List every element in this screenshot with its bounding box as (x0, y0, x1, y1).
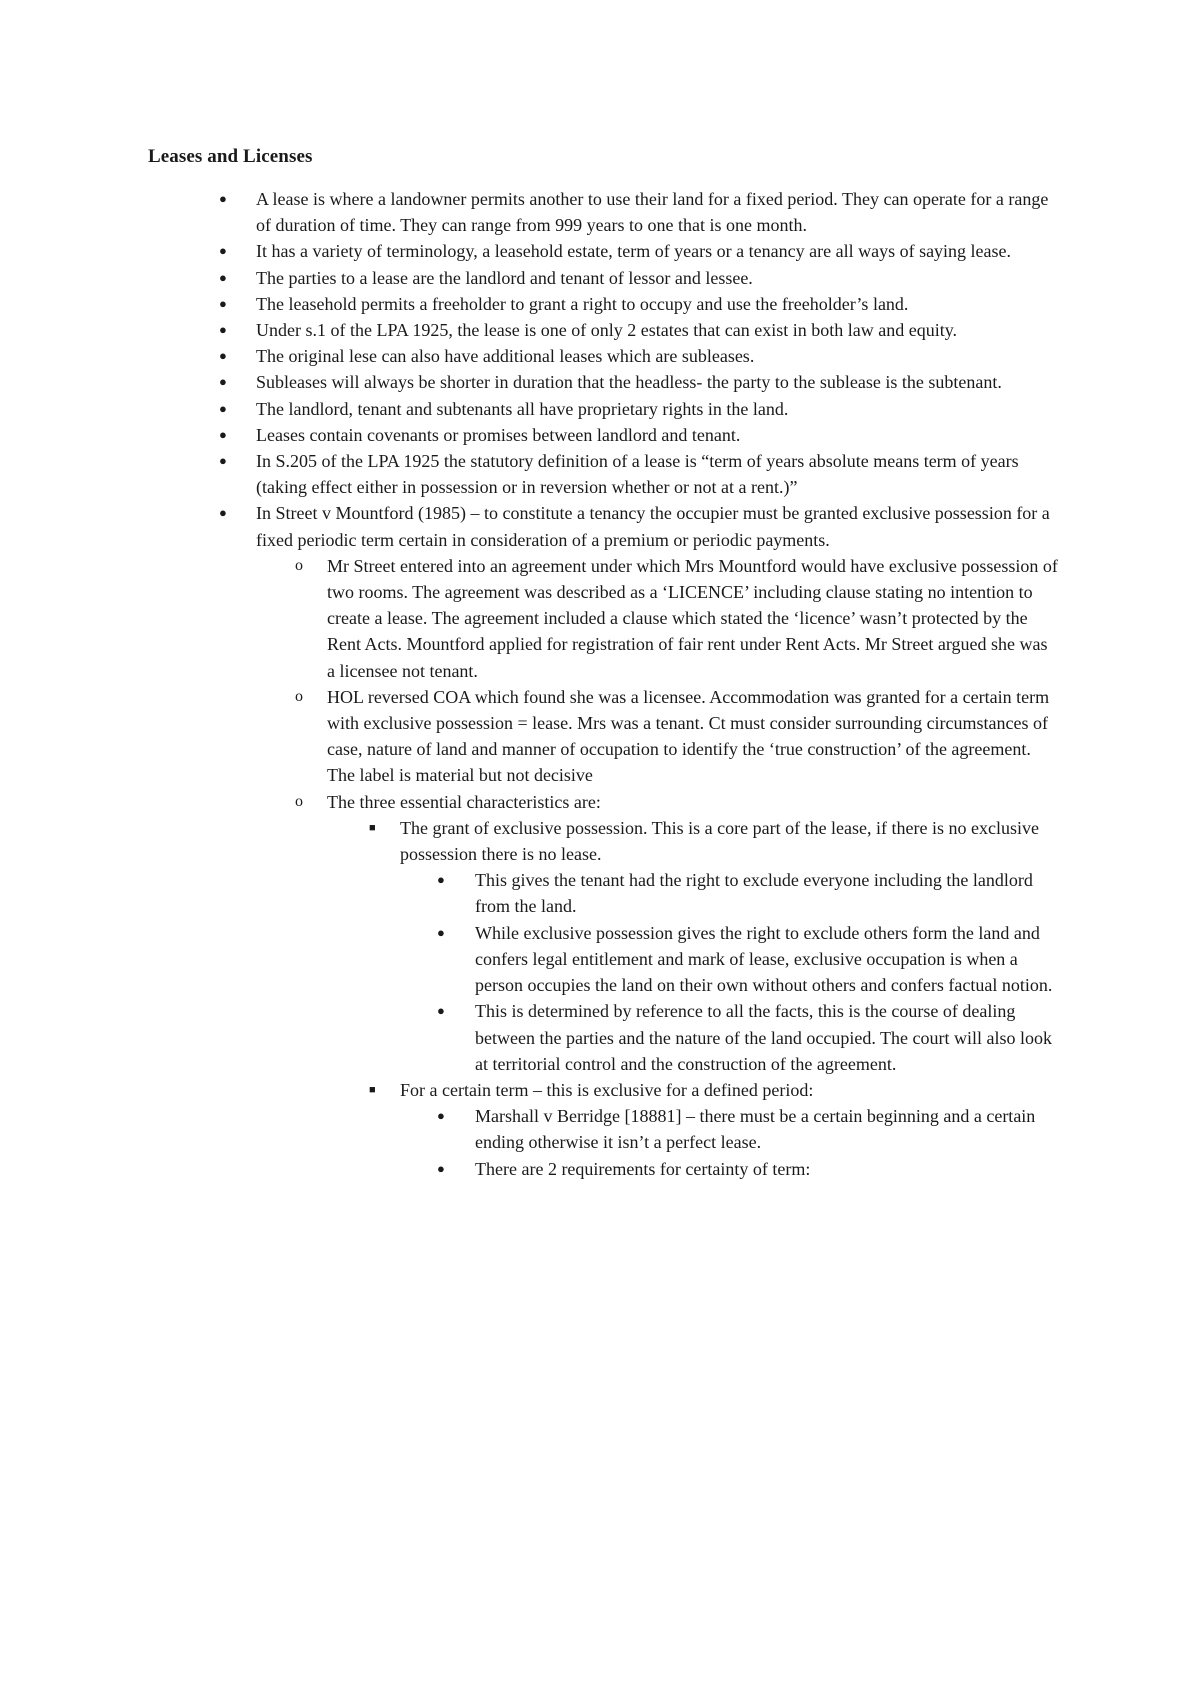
bullet-marker: ● (219, 243, 227, 259)
list-item-text: In Street v Mountford (1985) – to constitute a tenancy the occupier must be granted exclusive possession for a fixed periodic term certain in consideration of a premium or periodic payments. (256, 503, 1050, 550)
exclusive-possession-list (0, 867, 1060, 1077)
bullet-marker: ● (219, 505, 227, 521)
list-item-text: Under s.1 of the LPA 1925, the lease is one of only 2 estates that can exist in both law and equity. (256, 320, 958, 341)
list-item-text: Subleases will always be shorter in duration that the headless- the party to the sublease is the subtenant. (256, 372, 1002, 393)
bullet-marker: ● (437, 1160, 445, 1176)
detail-text: While exclusive possession gives the right to exclude others form the land and confers legal entitlement and mark of lease, exclusive occupation is when a person occupies the land on their own without others and confers factual notion. (475, 922, 1053, 996)
list-item-text: A lease is where a landowner permits another to use their land for a fixed period. They can operate for a range of duration of time. They can range from 999 years to one that is one month. (256, 189, 1049, 236)
bullet-marker: ■ (369, 1083, 376, 1096)
characteristic-text: The grant of exclusive possession. This is a core part of the lease, if there is no exclusive possession there is no lease. (400, 817, 1039, 865)
street-v-mountford-sublist (0, 553, 1064, 1182)
list-item (0, 396, 1064, 422)
characteristic-item-certain-term (0, 1077, 1060, 1182)
list-item-text: The landlord, tenant and subtenants all have proprietary rights in the land. (256, 398, 789, 419)
list-item-text: The leasehold permits a freeholder to grant a right to occupy and use the freeholder’s land. (256, 293, 909, 314)
list-item-text: Leases contain covenants or promises between landlord and tenant. (256, 424, 741, 445)
detail-item (0, 1156, 1060, 1182)
certain-term-list (0, 1103, 1060, 1182)
bullet-marker: ● (437, 924, 445, 940)
list-item (0, 238, 1064, 264)
list-item (0, 317, 1064, 343)
list-item (0, 186, 1064, 238)
sublist-item-text: Mr Street entered into an agreement under which Mrs Mountford would have exclusive possession of two rooms. The agreement was described as a ‘LICENCE’ including clause stating no intention to create a lease. The agreement included a clause which stated the ‘licence’ wasn’t protected by the Rent Acts. Mountford applied for registration of fair rent under Rent Acts. Mr Street argued she was a licensee not tenant. (327, 555, 1058, 681)
list-item (0, 291, 1064, 317)
bullet-marker: ■ (369, 821, 376, 834)
bullet-marker: o (295, 792, 303, 810)
bullet-marker: ● (219, 374, 227, 390)
detail-item (0, 1103, 1060, 1155)
bullet-marker: ● (437, 1003, 445, 1019)
page-title: Leases and Licenses (148, 146, 313, 167)
list-item-text: The original lese can also have additional leases which are subleases. (256, 346, 755, 367)
detail-text: Marshall v Berridge [18881] – there must be a certain beginning and a certain ending otherwise it isn’t a perfect lease. (475, 1106, 1036, 1153)
bullet-marker: o (295, 687, 303, 705)
list-item (0, 448, 1064, 500)
sublist-item-text: The three essential characteristics are: (327, 791, 601, 812)
sublist-item-text: HOL reversed COA which found she was a licensee. Accommodation was granted for a certain term with exclusive possession = lease. Mrs was a tenant. Ct must consider surrounding circumstances of case, nature of land and manner of occupation to identify the ‘true construction’ of the agreement. The label is material but not decisive (327, 686, 1050, 786)
bullet-marker: ● (219, 348, 227, 364)
sublist-item (0, 684, 1059, 789)
bullet-marker: ● (219, 191, 227, 206)
bullet-marker: ● (219, 295, 227, 311)
characteristics-list (0, 815, 1059, 1182)
detail-text: There are 2 requirements for certainty of term: (475, 1158, 811, 1179)
bullet-marker: ● (219, 453, 227, 469)
sublist-item-characteristics (0, 789, 1059, 1182)
characteristic-text: For a certain term – this is exclusive for a defined period: (400, 1079, 814, 1100)
detail-text: This gives the tenant had the right to exclude everyone including the landlord from the land. (475, 870, 1033, 917)
detail-text: This is determined by reference to all the facts, this is the course of dealing between the parties and the nature of the land occupied. The court will also look at territorial control and the construction of the agreement. (475, 1001, 1052, 1074)
detail-item (0, 920, 1060, 999)
bullet-marker: ● (437, 1108, 445, 1124)
list-item (0, 422, 1064, 448)
bullet-marker: ● (219, 322, 227, 338)
characteristic-item-exclusive-possession (0, 815, 1060, 1077)
list-item (0, 343, 1064, 369)
detail-item (0, 998, 1060, 1077)
detail-item (0, 867, 1060, 919)
main-bullet-list (0, 186, 1200, 1182)
bullet-marker: ● (219, 426, 227, 442)
list-item-text: It has a variety of terminology, a leasehold estate, term of years or a tenancy are all ways of saying lease. (256, 241, 1012, 262)
bullet-marker: ● (437, 872, 445, 888)
document-body (0, 186, 1200, 1182)
list-item (0, 369, 1064, 395)
list-item-text: The parties to a lease are the landlord and tenant of lessor and lessee. (256, 267, 753, 288)
list-item (0, 265, 1064, 291)
list-item-text: In S.205 of the LPA 1925 the statutory definition of a lease is “term of years absolute means term of years (taking effect either in possession or in reversion whether or not at a rent.)” (256, 451, 1019, 498)
bullet-marker: o (295, 556, 303, 574)
bullet-marker: ● (219, 400, 227, 416)
sublist-item (0, 553, 1059, 684)
bullet-marker: ● (219, 269, 227, 285)
list-item-street-v-mountford (0, 500, 1064, 1181)
